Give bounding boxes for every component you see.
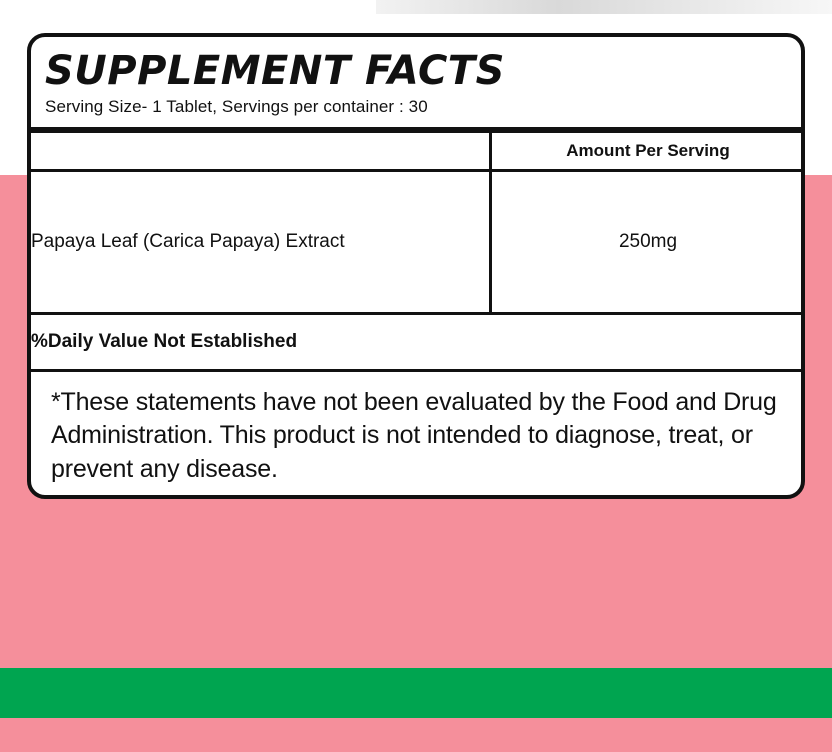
table-row bbox=[31, 171, 804, 314]
supplement-facts-title: SUPPLEMENT FACTS bbox=[45, 48, 505, 94]
header-cell-amount: Amount Per Serving bbox=[491, 132, 805, 171]
ingredient-name: Papaya Leaf (Carica Papaya) Extract bbox=[31, 171, 491, 314]
serving-size-text: Serving Size- 1 Tablet, Servings per container : 30 bbox=[45, 97, 428, 116]
daily-value-row bbox=[31, 314, 804, 371]
background-band-pink-bottom bbox=[0, 718, 832, 752]
fda-disclaimer: *These statements have not been evaluated by the Food and Drug Administration. This product is not intended to diagnose, treat, or prevent any disease. bbox=[51, 388, 777, 483]
background-band-green bbox=[0, 668, 832, 718]
supplement-facts-panel bbox=[27, 33, 805, 499]
daily-value-note: %Daily Value Not Established bbox=[31, 314, 804, 371]
table-header-row bbox=[31, 132, 804, 171]
supplement-facts-table bbox=[31, 130, 804, 372]
ingredient-amount: 250mg bbox=[491, 171, 805, 314]
header-cell-ingredient bbox=[31, 132, 491, 171]
top-gradient-strip bbox=[376, 0, 832, 14]
